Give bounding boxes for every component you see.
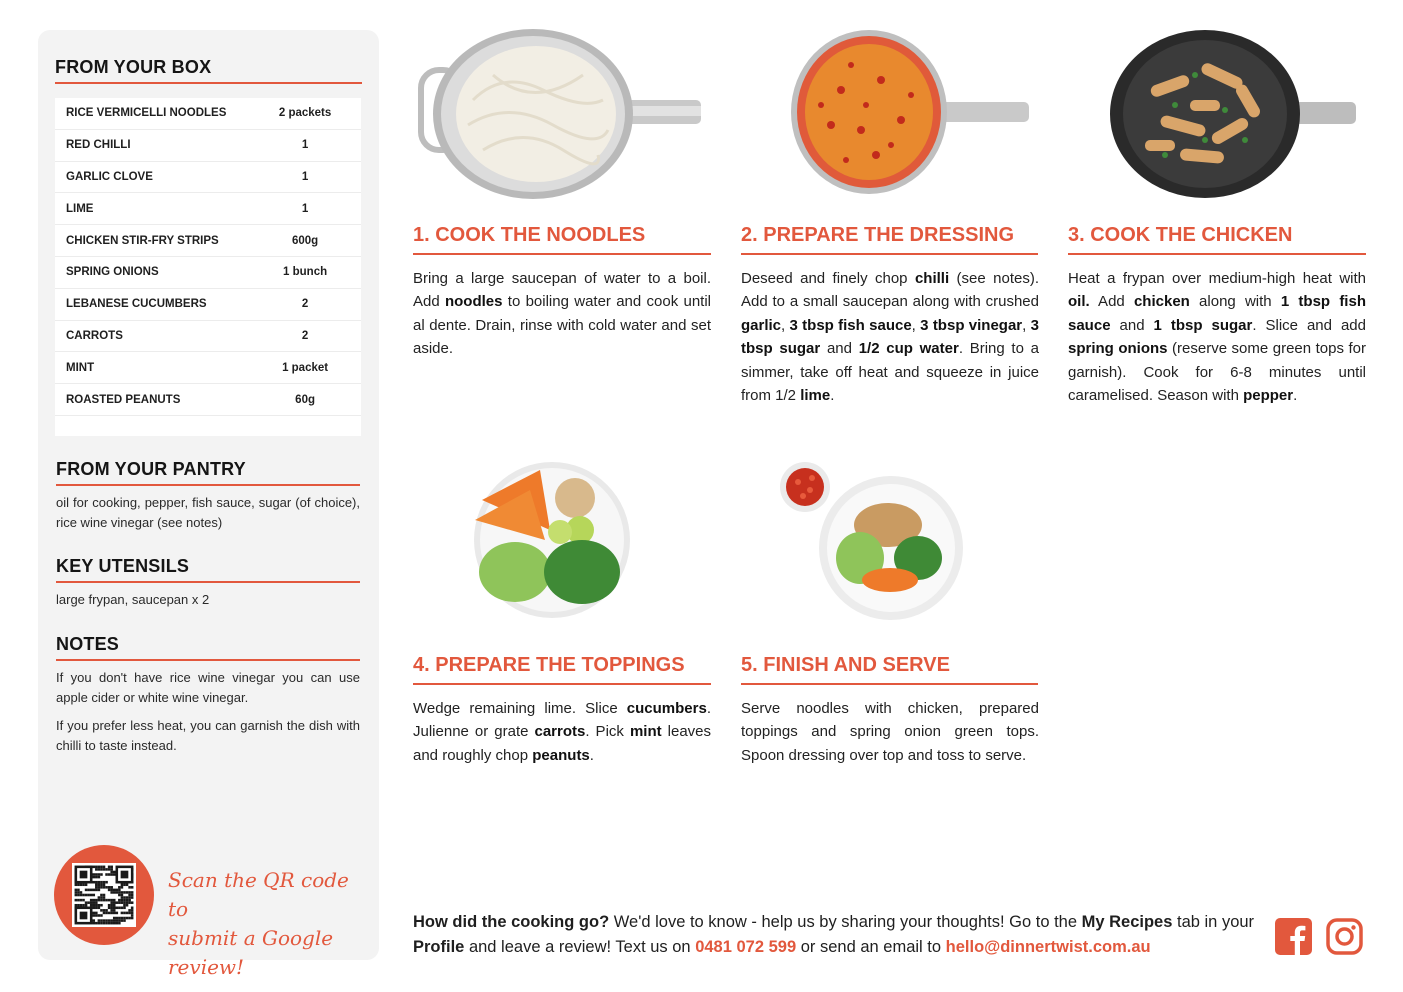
ingredient-qty: 2 — [301, 298, 309, 311]
table-row — [55, 193, 361, 225]
text-run: Heat a frypan over medium-high heat with — [1068, 270, 1366, 287]
ingredient-qty: 2 packets — [278, 107, 332, 120]
table-row — [55, 352, 361, 384]
text-run: . Pick — [585, 723, 630, 741]
step-4-body — [413, 697, 711, 767]
step-3-title: 3. COOK THE CHICKEN — [1068, 224, 1293, 246]
text-run: and — [1110, 316, 1154, 334]
text-run: Add — [1089, 293, 1134, 311]
emphasis-text: spring onions — [1068, 340, 1168, 358]
step-1-body — [413, 267, 711, 361]
step-5-title: 5. FINISH AND SERVE — [741, 654, 950, 676]
ingredient-qty: 600g — [291, 234, 319, 247]
ingredient-qty: 60g — [295, 393, 315, 406]
emphasis-text: 3 tbsp fish sauce — [789, 316, 912, 334]
pantry-text: oil for cooking, pepper, fish sauce, sugar (of choice), rice wine vinegar (see notes) — [56, 495, 360, 530]
notes-title: NOTES — [56, 634, 120, 654]
emphasis-text: garlic — [741, 316, 782, 334]
ingredient-qty: 2 — [301, 329, 309, 342]
emphasis-text: lime — [800, 387, 831, 405]
ingredient-name: LIME — [66, 202, 94, 215]
dressing-pot-photo — [791, 30, 1031, 200]
note-2: If you prefer less heat, you can garnish the dish with chilli to taste instead. — [56, 718, 360, 753]
text-run: , — [911, 316, 921, 334]
emphasis-text: chilli — [914, 270, 950, 287]
ingredient-name: LEBANESE CUCUMBERS — [66, 298, 207, 311]
text-run: . Bring to a simmer, take off heat and squeeze in juice from 1/2 — [741, 340, 1039, 405]
emphasis-text: peanuts — [532, 746, 590, 764]
divider — [741, 253, 1038, 255]
ingredient-name: RICE VERMICELLI NOODLES — [66, 107, 227, 120]
step-4-title: 4. PREPARE THE TOPPINGS — [413, 654, 685, 676]
note-1: If you don't have rice wine vinegar you can use apple cider or white wine vinegar. — [56, 670, 360, 705]
text-run: and leave a review! Text us on — [464, 938, 696, 956]
text-run: , — [781, 316, 790, 334]
step-1-title: 1. COOK THE NOODLES — [413, 224, 646, 246]
text-run: leaves and roughly chop — [413, 723, 712, 764]
text-run: . Julienne or grate — [413, 700, 711, 741]
emphasis-text: Profile — [413, 938, 465, 956]
noodles-pot-photo — [413, 30, 703, 200]
ingredient-name: RED CHILLI — [66, 139, 131, 152]
text-run: Serve noodles with chicken, prepared toppings and spring onion green tops. Spoon dressing over top and toss to serve. — [741, 700, 1039, 764]
divider — [1068, 253, 1366, 255]
text-run: or send an email to — [796, 938, 946, 956]
text-run: and — [820, 340, 859, 358]
emphasis-text: chicken — [1133, 293, 1190, 311]
text-run: . — [589, 746, 594, 764]
step-2-title: 2. PREPARE THE DRESSING — [741, 224, 1015, 246]
emphasis-text: 1/2 cup water — [858, 340, 959, 358]
ingredient-qty: 1 — [301, 170, 309, 183]
divider — [741, 683, 1038, 685]
step-2-body — [741, 267, 1039, 407]
table-row — [55, 321, 361, 353]
emphasis-text: 3 tbsp sugar — [741, 316, 1039, 358]
text-run: along with — [1189, 293, 1281, 311]
ingredient-qty: 1 — [301, 202, 309, 215]
step-5-body — [741, 697, 1039, 767]
text-run: We'd love to know - help us by sharing your thoughts! Go to the — [609, 913, 1082, 931]
text-run: . — [830, 387, 835, 405]
text-run: . Slice and add — [1252, 316, 1366, 334]
emphasis-text[interactable]: 0481 072 599 — [695, 938, 797, 956]
table-row — [55, 162, 361, 194]
emphasis-text: How did the cooking go? — [413, 913, 610, 931]
divider — [56, 659, 360, 661]
ingredient-name: SPRING ONIONS — [66, 266, 159, 279]
text-run: tab in your — [1172, 913, 1255, 931]
ingredient-qty: 1 — [301, 139, 309, 152]
ingredient-name: CHICKEN STIR-FRY STRIPS — [66, 234, 219, 247]
feedback-footer — [413, 910, 1258, 960]
text-run: , — [1022, 316, 1031, 334]
emphasis-text: noodles — [444, 293, 503, 311]
table-row — [55, 130, 361, 162]
table-row — [55, 98, 361, 130]
emphasis-text: 1 tbsp fish sauce — [1068, 293, 1366, 334]
ingredient-name: MINT — [66, 361, 95, 374]
ingredient-name: CARROTS — [66, 329, 123, 342]
ingredient-name: ROASTED PEANUTS — [66, 393, 181, 406]
ingredient-qty: 1 packet — [282, 361, 329, 374]
from-your-box-title: FROM YOUR BOX — [55, 57, 212, 77]
text-run: (reserve some green tops for garnish). Cook for 6-8 minutes until caramelised. Season with — [1068, 340, 1366, 405]
facebook-icon[interactable] — [1275, 918, 1312, 955]
divider — [56, 581, 360, 583]
text-run: Deseed and finely chop — [741, 270, 915, 287]
divider — [413, 253, 711, 255]
divider — [56, 484, 360, 486]
text-run: Wedge remaining lime. Slice — [413, 700, 627, 717]
qr-caption-line1: Scan the QR code to — [168, 868, 349, 921]
toppings-plate-photo — [470, 460, 635, 620]
text-run: Bring a large saucepan of water to a boil. Add — [413, 270, 711, 311]
table-row — [55, 384, 361, 416]
emphasis-text: mint — [629, 723, 662, 741]
emphasis-text: 3 tbsp vinegar — [920, 316, 1023, 334]
divider — [55, 82, 362, 84]
table-row — [55, 257, 361, 289]
step-3-body — [1068, 267, 1366, 407]
qr-caption — [168, 866, 368, 982]
ingredient-name: GARLIC CLOVE — [66, 170, 153, 183]
text-run: . — [1293, 387, 1298, 405]
key-utensils-title: KEY UTENSILS — [56, 556, 190, 576]
instagram-icon[interactable] — [1326, 918, 1363, 955]
emphasis-text: cucumbers — [626, 700, 707, 717]
qr-caption-line2: submit a Google review! — [168, 926, 334, 979]
ingredient-qty: 1 bunch — [283, 266, 328, 279]
text-run: (see notes). Add to a small saucepan along with crushed — [741, 270, 1039, 311]
emphasis-text: My Recipes — [1081, 913, 1173, 931]
emphasis-text: oil. — [1068, 293, 1090, 311]
qr-code-icon[interactable] — [72, 863, 136, 927]
table-row — [55, 225, 361, 257]
emphasis-text: carrots — [534, 723, 586, 741]
emphasis-text: pepper — [1243, 387, 1294, 405]
ingredients-table — [55, 98, 361, 436]
finished-bowl-photo — [778, 460, 968, 620]
table-row — [55, 289, 361, 321]
divider — [413, 683, 711, 685]
utensils-text: large frypan, saucepan x 2 — [56, 592, 210, 607]
text-run: to boiling water and cook until al dente. Drain, rinse with cold water and set aside. — [413, 293, 711, 358]
chicken-pan-photo — [1110, 30, 1360, 200]
emphasis-text: 1 tbsp sugar — [1153, 316, 1253, 334]
from-your-pantry-title: FROM YOUR PANTRY — [56, 459, 246, 479]
emphasis-text[interactable]: hello@dinnertwist.com.au — [945, 938, 1151, 956]
